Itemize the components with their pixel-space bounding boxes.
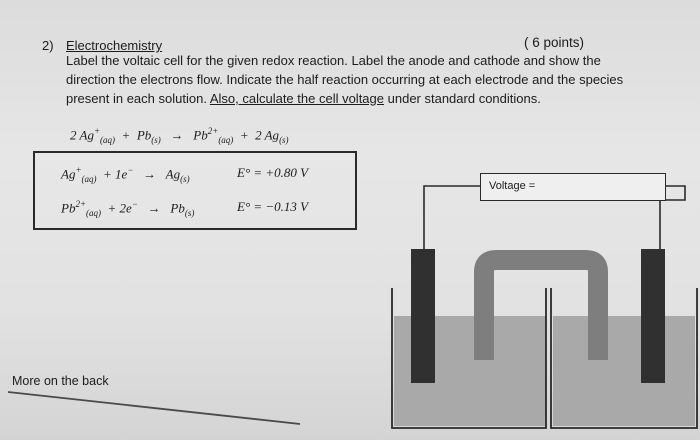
plus-sign: + [239, 127, 249, 143]
reactant-lead: Pb [136, 127, 152, 143]
right-electrode [641, 249, 665, 383]
phase: (s) [279, 134, 289, 145]
potential-silver: E° = +0.80 V [237, 165, 309, 180]
right-solution [553, 316, 695, 426]
prompt-line-3-end: under standard conditions. [387, 91, 541, 106]
question-title: Electrochemistry [66, 38, 163, 53]
prompt-line-1: Label the voltaic cell for the given redox reaction. Label the anode and cathode and show the [66, 53, 601, 68]
phase: (s) [151, 134, 161, 145]
potential-lead: E° = −0.13 V [237, 199, 309, 214]
prompt-underlined: Also, calculate the cell voltage [209, 91, 384, 106]
product-lead-ion: Pb [193, 127, 208, 143]
left-electrode [411, 249, 435, 383]
product-silver: 2 Ag [255, 127, 280, 143]
prompt-line-2: direction the electrons flow. Indicate the half reaction occurring at each electrode and the species [66, 72, 624, 87]
prompt-line-3-start: present in each solution. [66, 91, 207, 106]
phase: (aq) [100, 134, 116, 145]
phase: (aq) [218, 134, 234, 145]
question-number: 2) [42, 38, 54, 53]
voltage-label: Voltage = [489, 180, 536, 192]
left-wire [424, 186, 480, 250]
more-on-back-note: More on the back [12, 374, 109, 388]
reaction-arrow: → [170, 127, 184, 143]
half-reaction-silver: $Ag^+_{(aq)} + 1e^-$ → $Ag_{(s)}$ [61, 165, 190, 184]
voltmeter [480, 173, 666, 201]
reactant-silver-ion: 2 Ag [70, 127, 94, 143]
plus-sign: + [121, 127, 131, 143]
points-label: ( 6 points) [524, 35, 585, 50]
charge: 2+ [207, 126, 219, 136]
half-reaction-lead: $Pb^{2+}_{(aq)} + 2e^-$ → $Pb_{(s)}$ [61, 199, 195, 218]
charge: + [93, 126, 101, 136]
pen-line [8, 392, 300, 424]
